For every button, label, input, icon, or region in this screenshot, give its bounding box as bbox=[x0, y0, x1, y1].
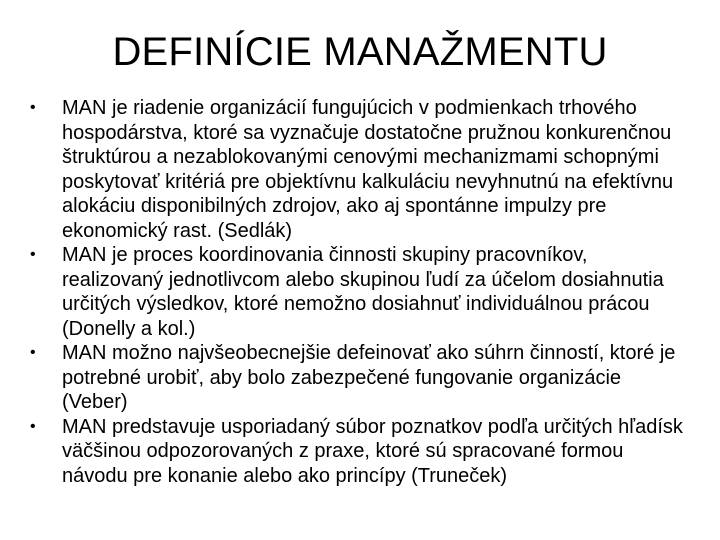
bullet-item bbox=[30, 415, 690, 489]
bullet-item bbox=[30, 243, 690, 341]
bullet-icon: • bbox=[30, 246, 36, 263]
slide-title: DEFINÍCIE MANAŽMENTU bbox=[112, 30, 608, 74]
bullet-item bbox=[30, 341, 690, 415]
bullet-item bbox=[30, 96, 690, 243]
bullet-icon: • bbox=[30, 417, 36, 435]
bullet-icon: • bbox=[30, 344, 36, 361]
bullet-text: MAN je proces koordinovania činnosti skupiny pracovníkov, realizovaný jednotlivcom alebo skupinou ľudí za účelom dosiahnutia určitých výsledkov, ktoré nemožno dosiahnuť individuálnou prácou (Donelly a kol.) bbox=[62, 244, 664, 340]
bullet-text: MAN možno najvšeobecnejšie defeinovať ako súhrn činností, ktoré je potrebné urobiť, aby bolo zabezpečené fungovanie organizácie (Veber) bbox=[62, 342, 676, 413]
bullet-text: MAN je riadenie organizácií fungujúcich v podmienkach trhového hospodárstva, ktoré sa vyznačuje dostatočne pružnou konkurenčnou štruktúrou a nezablokovanými cenovými mechanizmami schopnými poskytovať kritériá pre objektívnu kalkuláciu nevyhnutnú na efektívnu alokáciu disponibilných zdrojov, ako aj spontánne impulzy pre ekonomický rast. (Sedlák) bbox=[62, 97, 674, 242]
bullet-icon: • bbox=[30, 99, 36, 116]
bullet-text: MAN predstavuje usporiadaný súbor poznatkov podľa určitých hľadísk väčšinou odpozorovaných z praxe, ktoré sú spracované formou návodu pre konanie alebo ako princípy (Truneček) bbox=[62, 415, 683, 487]
bullet-list bbox=[30, 96, 690, 488]
